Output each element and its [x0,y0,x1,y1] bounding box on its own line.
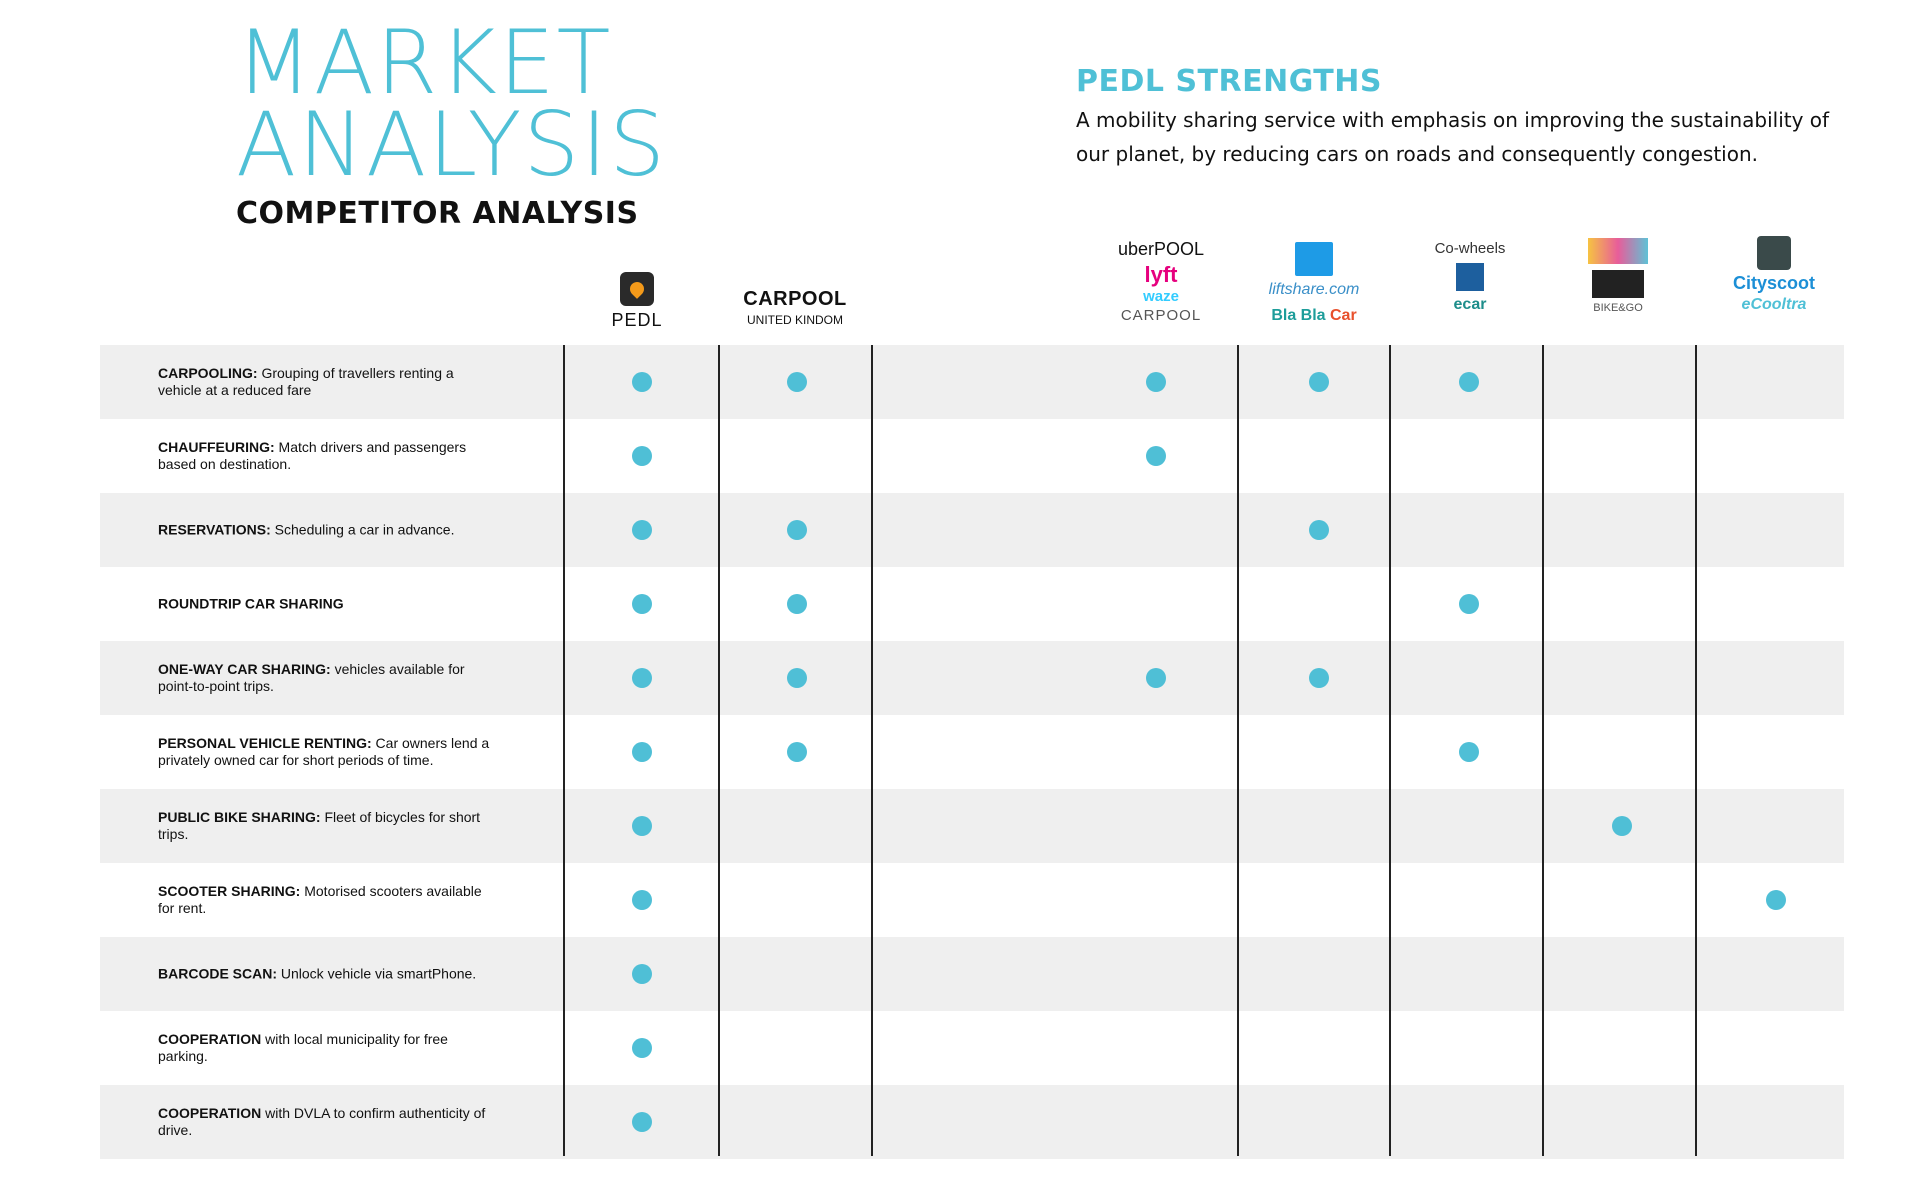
feature-name: ONE-WAY CAR SHARING: [158,661,331,677]
feature-dot [1146,372,1166,392]
feature-description: with local municipality for free parking. [158,1031,448,1064]
column-divider [563,345,565,1156]
comparison-table [100,345,1844,1159]
feature-label [158,735,498,769]
feature-label [158,365,498,399]
pedl-logo [604,272,670,331]
feature-dot [632,372,652,392]
feature-label [158,661,498,695]
feature-dot [787,520,807,540]
feature-dot [632,890,652,910]
yugo-icon [1757,236,1791,270]
feature-dot [1459,594,1479,614]
column-divider [1695,345,1697,1156]
feature-dot [1766,890,1786,910]
table-row [100,1085,1844,1159]
feature-description: with DVLA to confirm authenticity of drive. [158,1105,486,1138]
table-row [100,715,1844,789]
feature-dot [632,1112,652,1132]
drivenow-icon [1456,263,1484,291]
cityscoot-logo: Cityscoot [1732,273,1815,293]
cowheels-logo: Co-wheels [1434,240,1506,257]
feature-dot [1309,668,1329,688]
feature-name: COOPERATION [158,1031,262,1047]
brompton-logo [1592,270,1644,298]
feature-description: Grouping of travellers renting a vehicle at a reduced fare [158,365,454,398]
blablacar-part-2: Car [1330,307,1357,324]
column-divider [718,345,720,1156]
table-row [100,567,1844,641]
feature-description: Unlock vehicle via smartPhone. [277,965,477,982]
map-pin-icon [627,279,647,299]
title-line-2: ANALYSIS [236,93,667,196]
title-line-1: MARKET [236,11,613,114]
feature-dot [787,742,807,762]
feature-dot [632,446,652,466]
column-divider [1389,345,1391,1156]
feature-description: vehicles available for point-to-point trips. [158,661,465,694]
feature-name: BARCODE SCAN: [158,965,277,982]
column-divider [871,345,873,1156]
ecar-logo: ecar [1453,295,1487,313]
feature-label [158,522,498,539]
feature-name: SCOOTER SHARING: [158,883,301,899]
carpool-logo [730,288,860,327]
feature-dot [632,668,652,688]
feature-name: COOPERATION [158,1105,262,1121]
strengths-title: PEDL STRENGTHS [1076,64,1382,99]
feature-dot [787,372,807,392]
carclub-logos [1420,240,1520,315]
feature-dot [1309,520,1329,540]
feature-label [158,883,498,917]
pedl-app-icon [620,272,654,306]
table-row [100,419,1844,493]
feature-dot [632,964,652,984]
feature-name: RESERVATIONS: [158,521,271,538]
table-row [100,863,1844,937]
lyft-logo: lyft [1144,261,1178,287]
feature-label [158,439,498,473]
feature-name: PERSONAL VEHICLE RENTING: [158,735,372,751]
gocarshare-icon [1295,242,1333,276]
waze-logo: waze [1143,288,1179,305]
carpool-subtitle: UNITED KINDOM [747,313,843,327]
feature-dot [787,668,807,688]
feature-dot [1146,446,1166,466]
feature-dot [1146,668,1166,688]
strengths-block [1076,64,1836,171]
table-row [100,937,1844,1011]
feature-dot [632,594,652,614]
feature-description: Motorised scooters available for rent. [158,883,482,916]
strengths-text: A mobility sharing service with emphasis on improving the sustainability of our planet, by reducing cars on roads and consequently congestion. [1076,108,1830,166]
bikeandgo-logo: BIKE&GO [1593,302,1643,314]
feature-description: Car owners lend a privately owned car for short periods of time. [158,735,490,768]
feature-dot [632,520,652,540]
waze-carpool-label: CARPOOL [1120,306,1202,324]
uberpool-logo: uberPOOL [1117,239,1205,259]
rideshare-logos [1096,238,1226,326]
table-row [100,345,1844,419]
feature-dot [632,1038,652,1058]
feature-dot [1459,372,1479,392]
feature-label [158,1031,498,1065]
table-row [100,1011,1844,1085]
carpool-name: CARPOOL [743,288,847,310]
feature-dot [632,816,652,836]
blablacar-logo [1262,306,1366,326]
pedl-label: PEDL [611,310,663,330]
active-cycling-logo [1588,238,1648,264]
feature-description: Scheduling a car in advance. [270,521,455,538]
feature-dot [632,742,652,762]
feature-name: CHAUFFEURING: [158,439,275,455]
feature-dot [787,594,807,614]
scooter-logos [1726,236,1822,315]
bike-logos [1572,238,1664,316]
blablacar-part-1: Bla Bla [1271,307,1330,324]
feature-dot [1612,816,1632,836]
feature-dot [1309,372,1329,392]
feature-name: ROUNDTRIP CAR SHARING [158,595,344,612]
feature-name: PUBLIC BIKE SHARING: [158,809,321,825]
ecooltra-logo: eCooltra [1741,295,1807,313]
feature-label [158,596,498,613]
table-row [100,641,1844,715]
title-block [236,11,667,231]
table-row [100,493,1844,567]
feature-description: Fleet of bicycles for short trips. [158,809,481,842]
feature-dot [1459,742,1479,762]
feature-description: Match drivers and passengers based on destination. [158,439,467,472]
feature-label [158,809,498,843]
feature-label [158,966,498,983]
carshare-logos [1262,242,1366,326]
feature-label [158,1105,498,1139]
column-divider [1542,345,1544,1156]
column-divider [1237,345,1239,1156]
feature-name: CARPOOLING: [158,365,258,381]
liftshare-logo: liftshare.com [1268,281,1360,298]
page-subtitle: COMPETITOR ANALYSIS [236,196,639,231]
table-row [100,789,1844,863]
